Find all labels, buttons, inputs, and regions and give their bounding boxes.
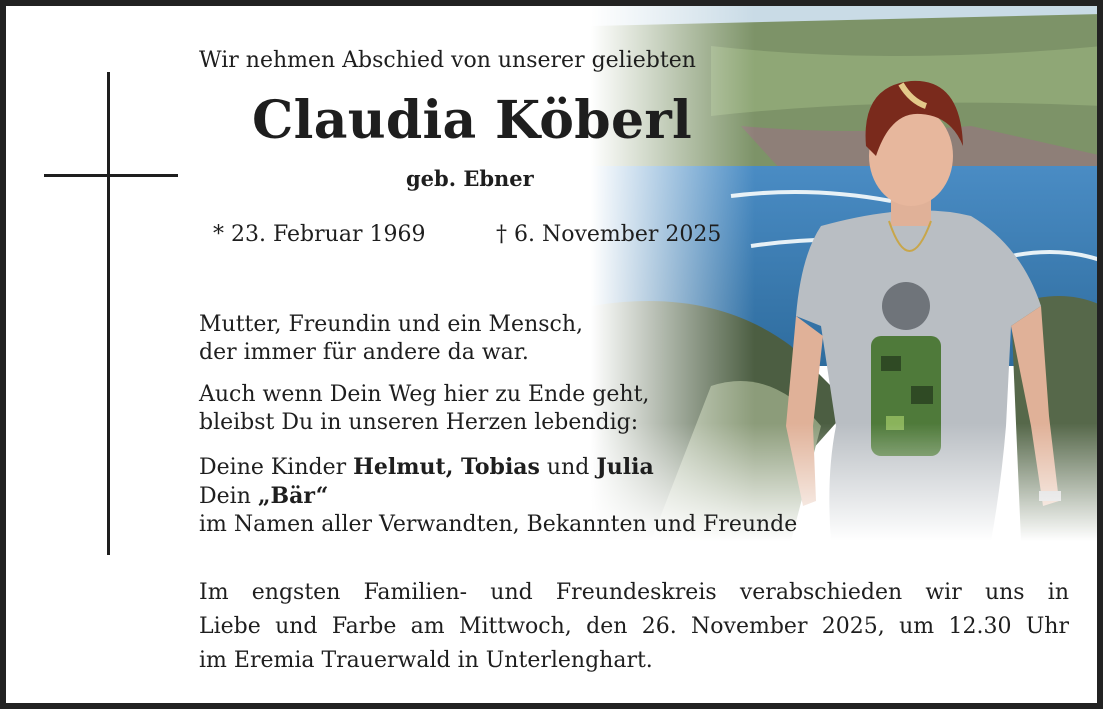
maiden-name: geb. Ebner: [406, 166, 534, 191]
verse-text: [199, 381, 899, 437]
ceremony-line: im Eremia Trauerwald in Unterlenghart.: [199, 648, 653, 673]
cross-icon-bar: [44, 174, 178, 177]
children-last-name: Julia: [596, 454, 654, 480]
partner-line: [199, 482, 899, 511]
relatives-line: im Namen aller Verwandten, Bekannten und Freunde: [199, 512, 798, 537]
partner-prefix: Dein: [199, 484, 258, 509]
intro-line: Wir nehmen Abschied von unserer geliebten: [199, 48, 696, 73]
ceremony-text: [199, 576, 1069, 678]
children-and: und: [539, 455, 597, 480]
cross-icon: [107, 72, 110, 555]
birth-date: * 23. Februar 1969: [213, 222, 426, 247]
verse-line: Auch wenn Dein Weg hier zu Ende geht,: [199, 382, 650, 407]
tribute-text: [199, 311, 899, 367]
ceremony-line: Im engsten Familien- und Freundeskreis verabschieden wir uns in: [199, 580, 1069, 605]
verse-line: bleibst Du in unseren Herzen lebendig:: [199, 410, 639, 435]
mourners-list: [199, 453, 899, 539]
deceased-name: Claudia Köberl: [252, 90, 693, 151]
partner-name: „Bär“: [257, 483, 329, 509]
tribute-line: Mutter, Freundin und ein Mensch,: [199, 312, 584, 337]
children-names: Helmut, Tobias: [353, 454, 540, 480]
ceremony-line: Liebe und Farbe am Mittwoch, den 26. November 2025, um 12.30 Uhr: [199, 614, 1069, 639]
tribute-line: der immer für andere da war.: [199, 340, 529, 365]
children-line: [199, 453, 899, 482]
children-prefix: Deine Kinder: [199, 455, 354, 480]
death-date: † 6. November 2025: [496, 222, 722, 247]
